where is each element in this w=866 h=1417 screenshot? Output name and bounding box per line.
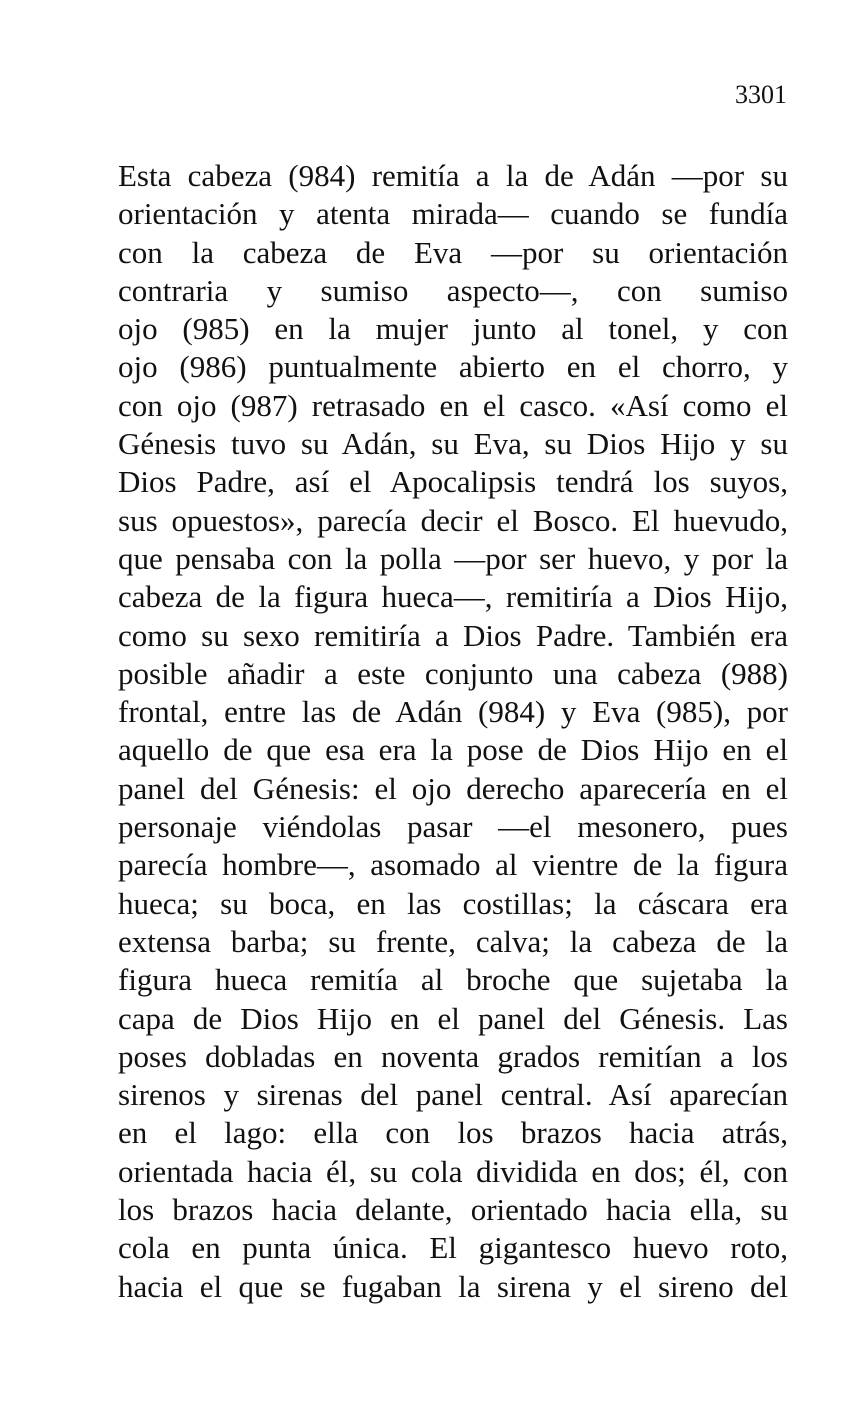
text-line-21: extensa barba; su frente, calva; la cabeza de la — [118, 923, 788, 959]
text-line-27: orientada hacia él, su cola dividida en dos; él, con — [118, 1153, 788, 1189]
text-line-14: posible añadir a este conjunto una cabeza (988) — [118, 655, 788, 691]
text-line-1: Esta cabeza (984) remitía a la de Adán —por su — [118, 158, 788, 193]
text-line-5: ojo (985) en la mujer junto al tonel, y con — [118, 311, 788, 347]
text-line-4: contraria y sumiso aspecto—, con sumiso — [118, 272, 788, 308]
text-line-13: como su sexo remitiría a Dios Padre. También era — [118, 617, 788, 653]
page-number: 3301 — [735, 80, 787, 109]
text-line-10: sus opuestos», parecía decir el Bosco. El huevudo, — [118, 502, 788, 538]
text-line-18: personaje viéndolas pasar —el mesonero, pues — [118, 809, 788, 845]
text-line-17: panel del Génesis: el ojo derecho aparecería en el — [118, 770, 788, 806]
text-line-15: frontal, entre las de Adán (984) y Eva (985), por — [118, 694, 788, 730]
text-line-7: con ojo (987) retrasado en el casco. «Así como el — [118, 387, 788, 423]
text-line-3: con la cabeza de Eva —por su orientación — [118, 234, 788, 270]
text-line-24: poses dobladas en noventa grados remitían a los — [118, 1038, 788, 1074]
text-line-30: hacia el que se fugaban la sirena y el sireno del — [118, 1268, 788, 1304]
text-line-12: cabeza de la figura hueca—, remitiría a Dios Hijo, — [118, 579, 788, 615]
text-line-2: orientación y atenta mirada— cuando se fundía — [118, 196, 788, 232]
text-line-22: figura hueca remitía al broche que sujetaba la — [118, 962, 788, 998]
text-line-20: hueca; su boca, en las costillas; la cáscara era — [118, 885, 788, 921]
text-line-23: capa de Dios Hijo en el panel del Génesis. Las — [118, 1000, 788, 1036]
text-line-6: ojo (986) puntualmente abierto en el chorro, y — [118, 349, 788, 385]
text-line-8: Génesis tuvo su Adán, su Eva, su Dios Hijo y su — [118, 426, 788, 462]
text-line-11: que pensaba con la polla —por ser huevo, y por la — [118, 540, 788, 576]
body-text — [118, 157, 788, 1306]
text-line-29: cola en punta única. El gigantesco huevo roto, — [118, 1230, 788, 1266]
text-line-16: aquello de que esa era la pose de Dios Hijo en el — [118, 732, 788, 768]
text-line-26: en el lago: ella con los brazos hacia atrás, — [118, 1115, 788, 1151]
text-line-25: sirenos y sirenas del panel central. Así aparecían — [118, 1077, 788, 1113]
text-line-9: Dios Padre, así el Apocalipsis tendrá los suyos, — [118, 464, 788, 500]
text-line-28: los brazos hacia delante, orientado hacia ella, su — [118, 1192, 788, 1228]
text-line-19: parecía hombre—, asomado al vientre de la figura — [118, 847, 788, 883]
